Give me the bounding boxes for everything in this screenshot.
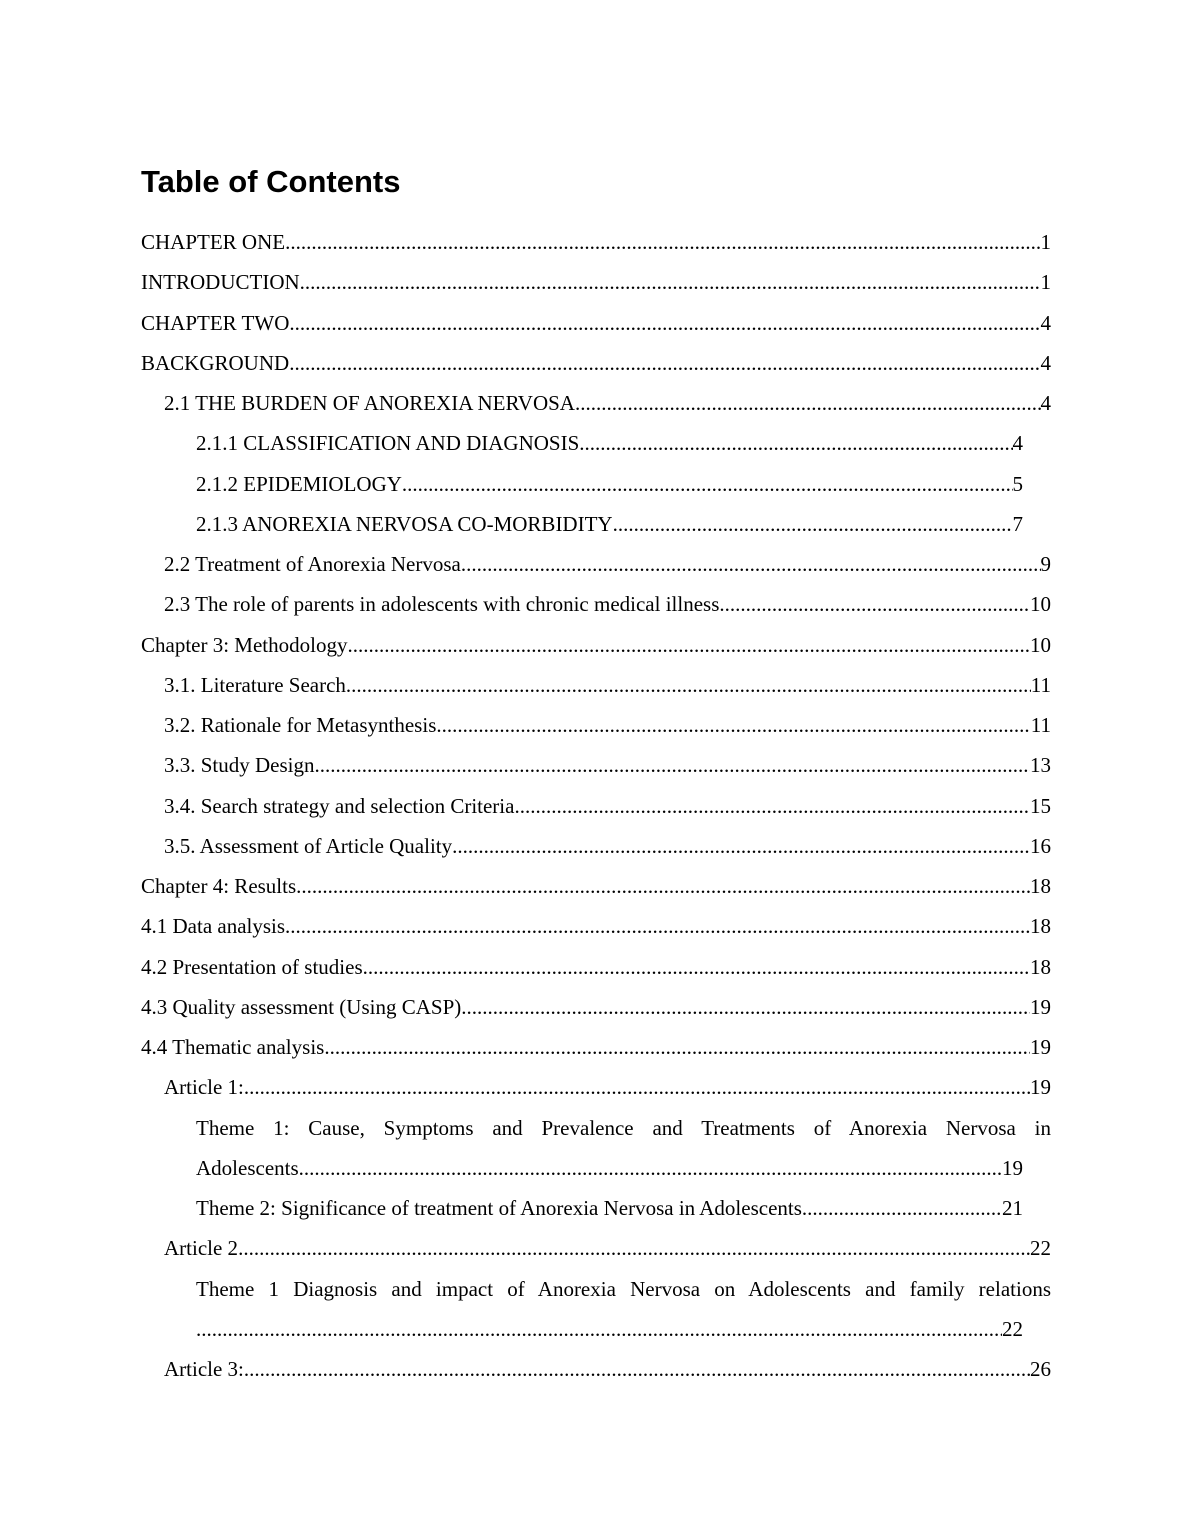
toc-entry-4-1[interactable]: 4.1 Data analysis ..... 18 (141, 906, 1051, 946)
toc-entry-2-1-1[interactable]: 2.1.1 CLASSIFICATION AND DIAGNOSIS ..... 4 (196, 423, 1023, 463)
toc-entry-theme-1-line2[interactable]: Adolescents ..... 19 (196, 1148, 1023, 1188)
toc-entry-chapter-one[interactable]: CHAPTER ONE ..... 1 (141, 222, 1051, 262)
toc-entry-article-1[interactable]: Article 1: ..... 19 (164, 1067, 1051, 1107)
toc-entry-3-3[interactable]: 3.3. Study Design ..... 13 (164, 745, 1051, 785)
toc-entry-4-3[interactable]: 4.3 Quality assessment (Using CASP) ..... 19 (141, 987, 1051, 1027)
toc-entry-chapter-4[interactable]: Chapter 4: Results ..... 18 (141, 866, 1051, 906)
toc-entry-article-3[interactable]: Article 3: ..... 26 (164, 1349, 1051, 1389)
toc-entry-theme-1-line1[interactable]: Theme 1: Cause, Symptoms and Prevalence and Treatments of Anorexia Nervosa in (196, 1116, 1051, 1140)
toc-entry-2-3[interactable]: 2.3 The role of parents in adolescents with chronic medical illness ..... 10 (164, 584, 1051, 624)
toc-entry-3-5[interactable]: 3.5. Assessment of Article Quality ..... 16 (164, 826, 1051, 866)
toc-entry-3-4[interactable]: 3.4. Search strategy and selection Criteria ..... 15 (164, 786, 1051, 826)
toc-entry-chapter-3[interactable]: Chapter 3: Methodology ..... 10 (141, 625, 1051, 665)
toc-title: Table of Contents (141, 164, 401, 199)
toc-entry-background[interactable]: BACKGROUND ..... 4 (141, 343, 1051, 383)
toc-entry-theme-diagnosis-line2[interactable]: ..... 22 (196, 1309, 1023, 1349)
toc-entry-2-2[interactable]: 2.2 Treatment of Anorexia Nervosa ..... 9 (164, 544, 1051, 584)
toc-entry-4-2[interactable]: 4.2 Presentation of studies ..... 18 (141, 947, 1051, 987)
toc-entry-theme-diagnosis-line1[interactable]: Theme 1 Diagnosis and impact of Anorexia Nervosa on Adolescents and family relations (196, 1277, 1051, 1301)
toc-entry-3-2[interactable]: 3.2. Rationale for Metasynthesis ..... 11 (164, 705, 1051, 745)
toc-entry-2-1-3[interactable]: 2.1.3 ANOREXIA NERVOSA CO-MORBIDITY ..... 7 (196, 504, 1023, 544)
toc-entry-article-2[interactable]: Article 2 ..... 22 (164, 1228, 1051, 1268)
toc-entry-4-4[interactable]: 4.4 Thematic analysis ..... 19 (141, 1027, 1051, 1067)
toc-entry-3-1[interactable]: 3.1. Literature Search ..... 11 (164, 665, 1051, 705)
toc-entry-2-1[interactable]: 2.1 THE BURDEN OF ANOREXIA NERVOSA ..... 4 (164, 383, 1051, 423)
toc-entry-2-1-2[interactable]: 2.1.2 EPIDEMIOLOGY ..... 5 (196, 464, 1023, 504)
toc-entry-introduction[interactable]: INTRODUCTION ..... 1 (141, 262, 1051, 302)
toc-entry-chapter-two[interactable]: CHAPTER TWO ..... 4 (141, 303, 1051, 343)
toc-entry-theme-2[interactable]: Theme 2: Significance of treatment of Anorexia Nervosa in Adolescents ..... 21 (196, 1188, 1023, 1228)
